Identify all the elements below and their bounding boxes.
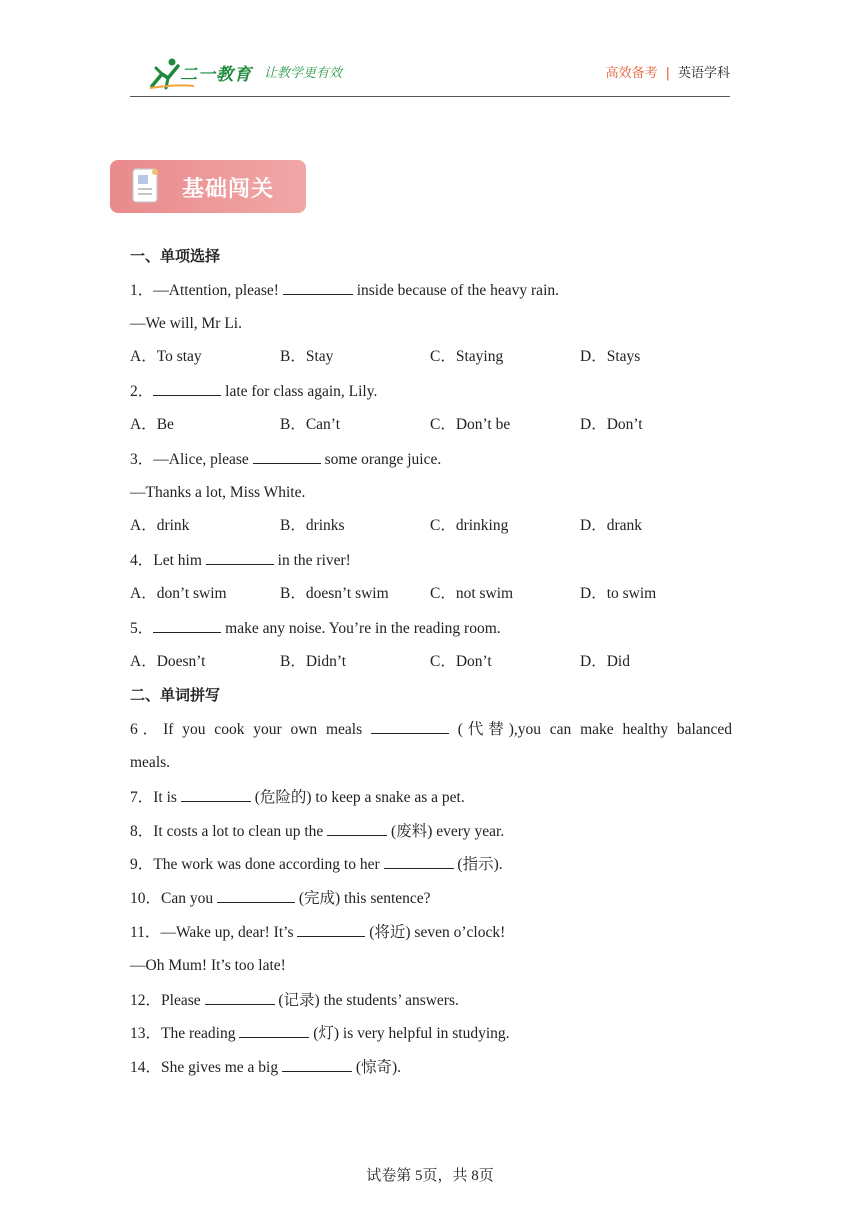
question-2-stem [130, 379, 732, 413]
option-b: B．drinks [280, 517, 345, 535]
answer-blank [327, 819, 387, 836]
question-text: The reading [161, 1025, 236, 1043]
header-slogan: 让教学更有效 [264, 66, 343, 81]
question-4-stem [130, 548, 732, 582]
question-7-stem [130, 785, 732, 819]
question-text: (灯) is very helpful in studying. [313, 1025, 510, 1043]
question-text: She gives me a big [161, 1059, 279, 1077]
answer-blank [283, 278, 353, 295]
question-14-stem [130, 1055, 732, 1089]
question-1-options [130, 345, 732, 379]
question-6-stem [130, 717, 732, 751]
question-9-stem [130, 852, 732, 886]
option-a: A．don’t swim [130, 584, 227, 602]
question-text: It costs a lot to clean up the [153, 822, 324, 840]
question-3-stem [130, 447, 732, 481]
question-text: Please [161, 991, 201, 1009]
question-text: —Alice, please [153, 450, 249, 468]
question-3-options [130, 514, 732, 548]
answer-blank [282, 1055, 352, 1072]
section-title-spelling: 二、单词拼写 [130, 686, 221, 705]
question-1-reply: —We will, Mr Li. [130, 314, 242, 332]
question-text: (惊奇). [355, 1059, 402, 1077]
question-8-stem [130, 819, 732, 853]
answer-blank [205, 988, 275, 1005]
option-c: C．Staying [430, 348, 504, 366]
option-b: B．Didn’t [280, 652, 347, 670]
option-c: C．not swim [430, 584, 514, 602]
answer-blank [153, 616, 221, 633]
question-4-options [130, 582, 732, 616]
question-text: (将近) seven o’clock! [369, 923, 506, 941]
header-tag-subject: 英语学科 [677, 66, 730, 81]
question-number: 13． [130, 1025, 162, 1043]
answer-blank [297, 920, 365, 937]
question-1-stem [130, 278, 732, 312]
question-number: 5． [130, 619, 154, 637]
question-text: in the river! [277, 552, 351, 570]
question-12-stem [130, 988, 732, 1022]
question-2-options [130, 413, 732, 447]
question-text: —Attention, please! [153, 281, 279, 299]
page-footer: 试卷第 5页，共 8页 [366, 1168, 494, 1184]
question-text: inside because of the heavy rain. [356, 281, 559, 299]
question-text: (代替),you can make healthy balanced [457, 721, 732, 739]
question-text: If you cook your own meals [163, 721, 363, 739]
question-text: It is [153, 788, 177, 806]
header-right [606, 62, 730, 81]
question-number: 4． [130, 552, 154, 570]
answer-blank [239, 1021, 309, 1038]
question-text: The work was done according to her [153, 856, 380, 874]
question-number: 3． [130, 450, 154, 468]
question-5-options [130, 650, 732, 684]
option-a: A．To stay [130, 348, 202, 366]
question-number: 11． [130, 923, 161, 941]
question-number: 1． [130, 281, 154, 299]
question-6-continuation: meals. [130, 753, 171, 771]
page-header [130, 52, 730, 97]
document-icon [130, 166, 162, 206]
question-text: (指示). [457, 856, 503, 874]
header-tag-primary: 高效备考 [605, 66, 658, 81]
question-text: —Wake up, dear! It’s [160, 923, 294, 941]
option-c: C．drinking [430, 517, 509, 535]
question-text: some orange juice. [324, 450, 442, 468]
answer-blank [253, 447, 321, 464]
section-title-single-choice: 一、单项选择 [130, 247, 221, 265]
option-d: D．Stays [580, 348, 641, 366]
answer-blank [384, 852, 454, 869]
option-b: B．Stay [280, 348, 334, 366]
option-d: D．Don’t [580, 415, 643, 433]
question-text: (危险的) to keep a snake as a pet. [254, 788, 465, 806]
option-b: B．doesn’t swim [280, 584, 389, 602]
question-text: (记录) the students’ answers. [278, 991, 459, 1009]
logo-text: 二一教育 [180, 65, 252, 85]
answer-blank [153, 379, 221, 396]
question-11-stem [130, 920, 732, 954]
question-10-stem [130, 886, 732, 920]
question-number: 10． [130, 890, 162, 908]
question-text: make any noise. You’re in the reading room. [225, 619, 501, 637]
question-text: Let him [153, 552, 202, 570]
question-number: 14． [130, 1059, 162, 1077]
question-text: (完成) this sentence? [298, 890, 431, 908]
option-d: D．Did [580, 652, 630, 670]
question-text: late for class again, Lily. [225, 383, 378, 401]
question-number: 8． [130, 822, 154, 840]
question-3-reply: —Thanks a lot, Miss White. [130, 483, 306, 501]
option-a: A．Be [130, 415, 174, 433]
question-text: Can you [161, 890, 214, 908]
question-number: 6． [130, 721, 164, 739]
option-b: B．Can’t [280, 415, 340, 433]
banner-title: 基础闯关 [182, 177, 275, 202]
answer-blank [206, 548, 274, 565]
question-number: 9． [130, 856, 154, 874]
option-a: A．Doesn’t [130, 652, 206, 670]
header-separator: | [665, 66, 670, 81]
question-content [130, 244, 732, 1089]
option-d: D．to swim [580, 584, 657, 602]
option-c: C．Don’t [430, 652, 492, 670]
question-number: 2． [130, 383, 154, 401]
question-11-reply: —Oh Mum! It’s too late! [130, 956, 286, 974]
option-d: D．drank [580, 517, 642, 535]
question-number: 7． [130, 788, 154, 806]
section-banner [110, 160, 306, 213]
option-a: A．drink [130, 517, 190, 535]
question-5-stem [130, 616, 732, 650]
answer-blank [371, 717, 449, 734]
option-c: C．Don’t be [430, 415, 511, 433]
question-number: 12． [130, 991, 162, 1009]
answer-blank [181, 785, 251, 802]
question-13-stem [130, 1021, 732, 1055]
answer-blank [217, 886, 295, 903]
question-text: (废料) every year. [391, 822, 505, 840]
